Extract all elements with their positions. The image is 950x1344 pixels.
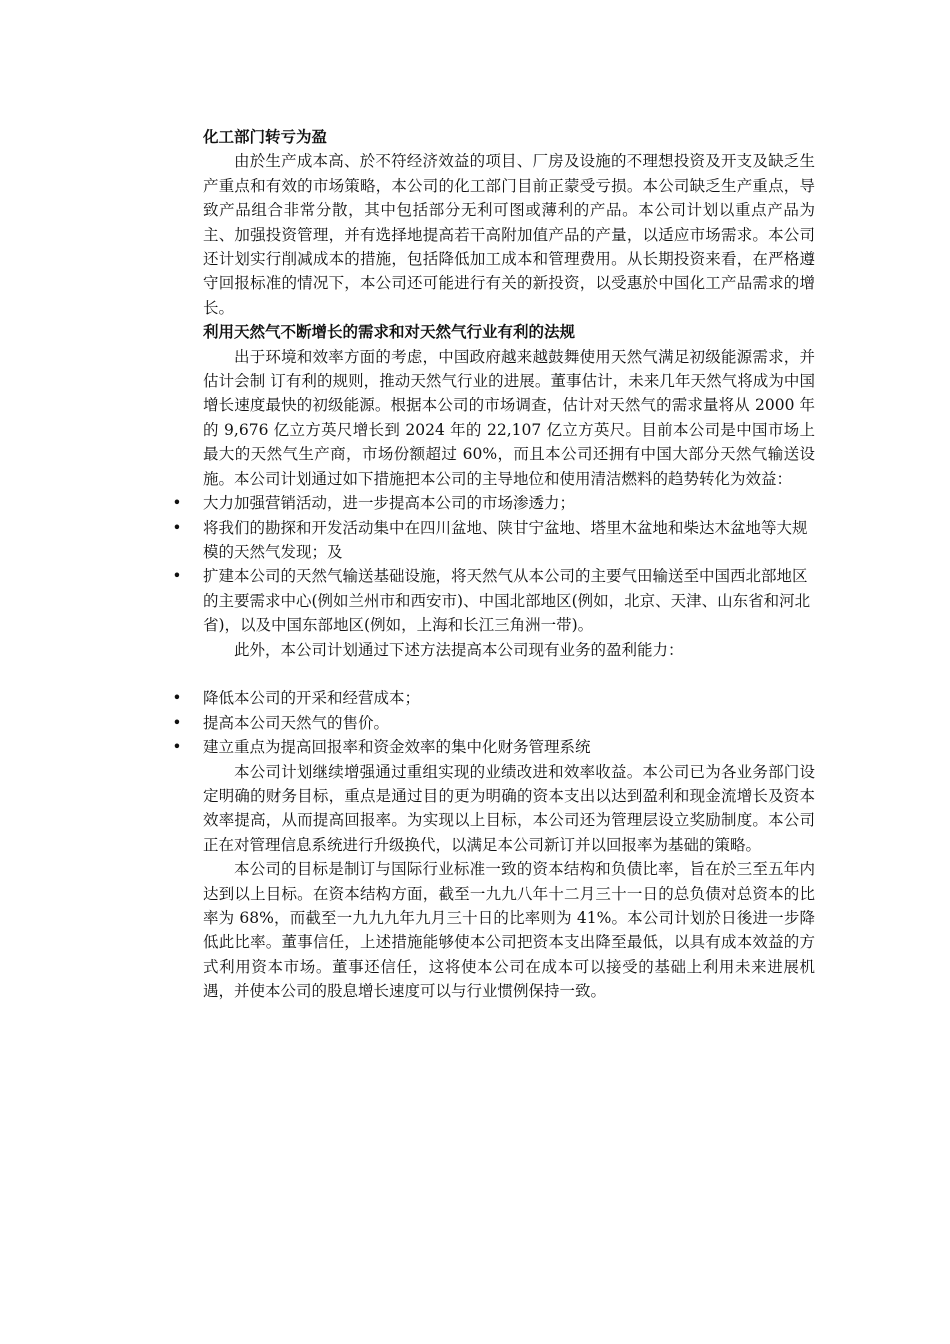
document-page <box>172 125 815 1004</box>
list-item <box>172 686 815 710</box>
bullet-list-profit-measures <box>172 686 815 759</box>
bullet-icon: • <box>172 494 182 513</box>
list-item <box>172 491 815 515</box>
list-item-text: 将我们的勘探和开发活动集中在四川盆地、陕甘宁盆地、塔里木盆地和柴达木盆地等大规模的天然气发现；及 <box>203 518 808 561</box>
list-item-text: 降低本公司的开采和经营成本； <box>203 689 421 708</box>
list-item-text: 大力加强营销活动，进一步提高本公司的市场渗透力； <box>203 494 576 513</box>
list-item <box>172 735 815 759</box>
bullet-icon: • <box>172 567 182 586</box>
bullet-icon: • <box>172 713 182 732</box>
section-heading-natural-gas: 利用天然气不断增长的需求和对天然气行业有利的法规 <box>203 322 576 342</box>
list-item <box>172 564 815 637</box>
bullet-list-gas-measures <box>172 491 815 637</box>
list-item-text: 扩建本公司的天然气输送基础设施，将天然气从本公司的主要气田输送至中国西北部地区的主要需求中心(例如兰州市和西安市)、中国北部地区(例如，北京、天津、山东省和河北省)，以及中国东部地区(例如，上海和长江三角洲一带)。 <box>203 567 811 635</box>
paragraph-chemicals: 由於生产成本高、於不符经济效益的项目、厂房及设施的不理想投资及开支及缺乏生产重点和有效的市场策略，本公司的化工部门目前正蒙受亏损。本公司缺乏生产重点，导致产品组合非常分散，其中包括部分无利可图或薄利的产品。本公司计划以重点产品为主、加强投资管理，并有选择地提高若干高附加值产品的产量，以适应市场需求。本公司还计划实行削减成本的措施，包括降低加工成本和管理费用。从长期投资来看，在严格遵守回报标准的情况下，本公司还可能进行有关的新投资，以受惠於中国化工产品需求的增长。 <box>203 152 815 317</box>
paragraph-profit-intro: 此外，本公司计划通过下述方法提高本公司现有业务的盈利能力： <box>234 640 684 659</box>
bullet-icon: • <box>172 518 182 537</box>
list-item <box>172 516 815 565</box>
bullet-icon: • <box>172 738 182 757</box>
paragraph-capital-structure: 本公司的目标是制订与国际行业标准一致的资本结构和负债比率，旨在於三至五年内达到以上目标。在资本结构方面，截至一九九八年十二月三十一日的总负债对总资本的比率为 68%，而截至一九九九年九月三十日的比率则为 41%。本公司计划於日後进一步降低此比率。董事信任，上述措施能够使本公司把资本支出降至最低，以具有成本效益的方式利用资本市场。董事还信任，这将使本公司在成本可以接受的基础上利用未来进展机遇，并使本公司的股息增长速度可以与行业惯例保持一致。 <box>203 860 815 1001</box>
paragraph-efficiency: 本公司计划继续增强通过重组实现的业绩改进和效率收益。本公司已为各业务部门设定明确的财务目标，重点是通过目的更为明确的资本支出以达到盈利和现金流增长及资本效率提高，从而提高回报率。为实现以上目标，本公司还为管理层设立奖励制度。本公司正在对管理信息系统进行升级换代，以满足本公司新订并以回报率为基础的策略。 <box>203 762 815 854</box>
section-heading-chemicals: 化工部门转亏为盈 <box>203 127 328 146</box>
blank-line <box>203 662 815 686</box>
list-item-text: 提高本公司天然气的售价。 <box>203 713 390 732</box>
list-item <box>172 711 815 735</box>
list-item-text: 建立重点为提高回报率和资金效率的集中化财务管理系统 <box>203 738 591 757</box>
bullet-icon: • <box>172 689 182 708</box>
paragraph-natural-gas: 出于环境和效率方面的考虑，中国政府越来越鼓舞使用天然气满足初级能源需求，并估计会制 订有利的规则，推动天然气行业的进展。董事估计，未来几年天然气将成为中国增长速度最快的初级能源。根据本公司的市场调查，估计对天然气的需求量将从 2000 年的 9,676 亿立方英尺增长到 2024 年的 22,107 亿立方英尺。目前本公司是中国市场上最大的天然气生产商，市场份额超过 60%，而且本公司还拥有中国大部分天然气输送设施。本公司计划通过如下措施把本公司的主导地位和使用清洁燃料的趋势转化为效益： <box>203 347 815 488</box>
